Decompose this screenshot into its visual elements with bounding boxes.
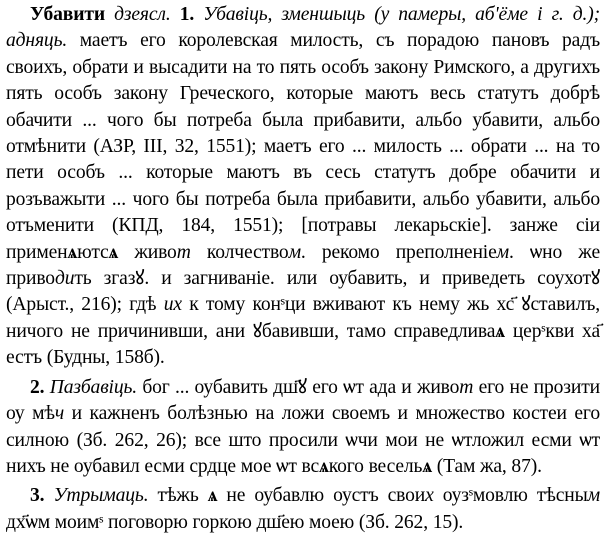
citation-text: тѣжь (148, 485, 208, 507)
sense-3-number: 3. (30, 485, 45, 507)
yus-glyph: ѧ (108, 241, 119, 263)
citation-text: (Там жа, 87). (432, 455, 542, 477)
citation-text: кого весель (328, 455, 423, 477)
citation-text: дх҃ѡм моимˢ поговорю горкою дш҃ею моею (Зб. 262, 15). (6, 511, 464, 533)
citation-text: не оубавлю оустъ свои (217, 485, 426, 507)
citation-text: оузˢмовлю тѣсны (433, 485, 588, 507)
dictionary-entry (6, 2, 600, 536)
sense-1-paragraph (6, 2, 600, 372)
sense-3-gloss: Утрымаць. (44, 485, 149, 507)
citation-text: к тому конˢци вживают къ нему жь хс҃ ꙋставилъ, ничого не причинивши, ани ꙋбавивши, тамо справедлива (6, 294, 600, 342)
superscript-letter: ди (54, 268, 75, 290)
citation-text: маетъ его королевская милость, съ порадою пановъ радъ своихъ, обрати и высадити на то пять особъ закону Римского, а другихъ пять особъ закону Греческого, которые маютъ весь статутъ добрѣ обачити ... чого бы потреба была прибавити, альбо убавити, альбо отмѣнити (АЗР, III, 32, 1551); маетъ его ... милость ... обрати ... на то пети особъ ... которые маютъ въ сесь статутъ добре обачити и розъважыти ... чого бы потреба была прибавити, альбо убавити, альбо отъменити (КПД, 184, 1551); [потравы лекарьскіе]. занже сіи примен (6, 30, 600, 263)
superscript-letter: х (425, 485, 434, 507)
superscript-letter: т (459, 376, 474, 398)
sense-2-number: 2. (30, 376, 45, 398)
citation-text: его не прозити оу мѣ (6, 376, 600, 425)
superscript-letter: м (587, 485, 600, 507)
superscript-letter: м (496, 241, 510, 263)
yus-glyph: ѧ (67, 241, 78, 263)
superscript-letter: их (163, 294, 182, 316)
citation-text: . ѡно же приво (6, 241, 600, 290)
sense-2-paragraph (6, 375, 600, 481)
sense-1-gloss: Убавіць, зменшыць (у памеры, аб'ёме і г. д.); адняць. (6, 4, 600, 52)
sense-2-gloss: Пазбавіць. (44, 376, 138, 398)
headword: Убавити (30, 4, 105, 25)
sense-1-number: 1. (170, 4, 195, 25)
citation-text: колчество (190, 241, 289, 263)
citation-text: живо (118, 241, 177, 263)
citation-text: и кажненъ болѣзнью на ложи своемъ и множество костеи его силною (Зб. 262, 26); все што просили ѡчи мои не ѡтложил есми ѡт нихъ не оубавил есми срдце мое ѡт вс (6, 403, 600, 477)
citation-text: церˢкви ха҃ естъ (Будны, 158б). (6, 320, 600, 369)
yus-glyph: ѧ (319, 455, 329, 477)
sense-3-paragraph (6, 483, 600, 536)
superscript-letter: ч (54, 403, 65, 425)
yus-glyph: ѧ (495, 320, 505, 342)
superscript-letter: т (176, 241, 191, 263)
superscript-letter: м (288, 241, 301, 263)
citation-text: бог ... оубавить дш҃ꙋ его ѡт ада и живо (137, 376, 460, 398)
yus-glyph: ѧ (207, 485, 218, 507)
grammar-label: дзеясл. (104, 4, 171, 25)
citation-text: ть згазꙋ. и загниваніе. или оубавить, и приведеть соухотꙋ (Арыст., 216); гдѣ (6, 268, 600, 316)
citation-text: ютс (77, 241, 109, 263)
yus-glyph: ѧ (422, 455, 432, 477)
citation-text: . рекомо преполненіе (300, 241, 497, 263)
